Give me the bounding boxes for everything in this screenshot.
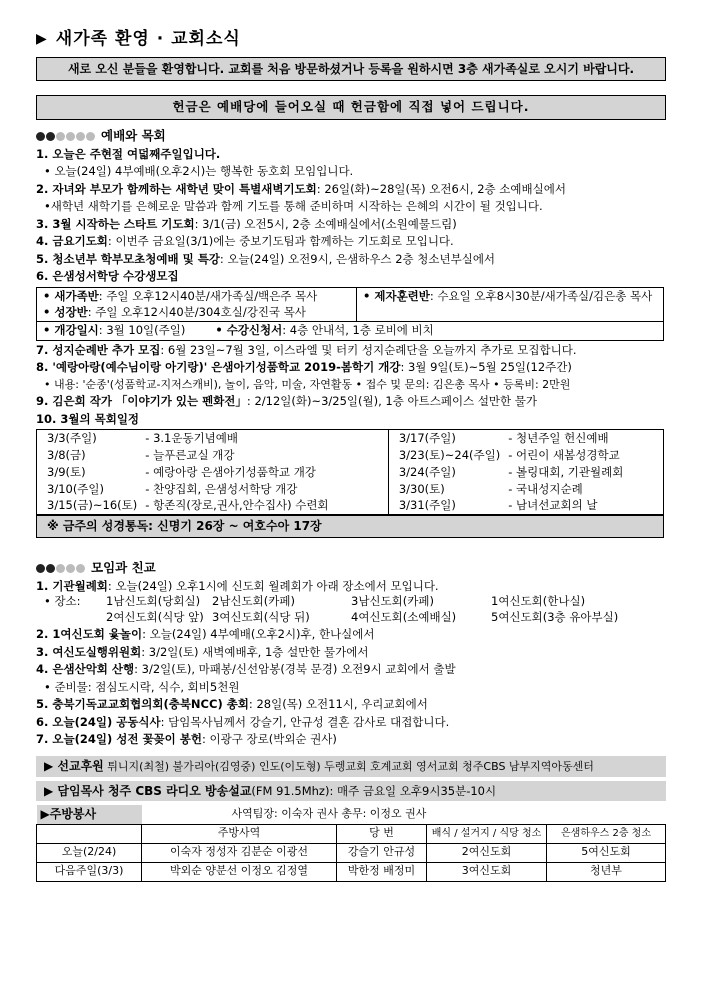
notice-10: 10. 3월의 목회일정 [36, 411, 140, 426]
worship-heading: 예배와 목회 [36, 128, 666, 145]
notice-6: 6. 은샘성서학당 수강생모집 [36, 269, 179, 284]
radio-bar: ▶ 담임목사 청주 CBS 라디오 방송설교(FM 91.5Mhz): 매주 금요일 오후9시35분-10시 [36, 781, 666, 802]
schedule-row: 3/10(주일) - 찬양집회, 은샘성서학당 개강 3/30(토) - 국내성지순례 [37, 481, 664, 498]
meeting-heading: 모임과 친교 [36, 560, 666, 577]
bulletin-page [36, 28, 666, 882]
page-title: ▶ 새가족 환영 · 교회소식 [36, 29, 241, 49]
meeting-6: 6. 오늘(24일) 공동식사: 담임목사님께서 강슬기, 안규성 결혼 감사로 대접합니다. [36, 714, 450, 729]
dots-icon [36, 564, 85, 573]
march-schedule-table [36, 429, 664, 515]
dots-icon [36, 132, 95, 141]
schedule-row: 3/9(토) - 예랑아랑 은샘아기성품학교 개강 3/24(주일) - 볼링대회, 기관월례회 [37, 464, 664, 481]
notice-1: 1. 오늘은 주현절 여덟째주일입니다. [36, 146, 221, 161]
meeting-5: 5. 충북기독교교회협의회(충북NCC) 총회: 28일(목) 오전11시, 우리교회에서 [36, 697, 428, 712]
notice-3: 3. 3월 시작하는 스타트 기도회: 3/1(금) 오전5시, 2층 소예배실에서(소원예물드림) [36, 216, 457, 231]
table-row: 오늘(2/24) 이숙자 정성자 김분순 이광선 강슬기 안규성 2여신도회 5여신도회 [37, 843, 666, 862]
meeting-places: • 장소: 1남신도회(당회실) 2남신도회(카페) 3남신도회(카페) 1여신도회(한나실) 2여신도회(식당 앞) 3여신도회(식당 뒤) 4여신도회(소예배실) 5여신도회(3층 유아부실) [44, 594, 619, 624]
notice-2: 2. 자녀와 부모가 함께하는 새학년 맞이 특별새벽기도회: 26일(화)~28일(목) 오전6시, 2층 소예배실에서 [36, 181, 566, 196]
schedule-row: 3/3(주일) - 3.1운동기념예배 3/17(주일) - 청년주일 헌신예배 [37, 430, 664, 447]
table-row: 다음주일(3/3) 박외순 양분선 이정오 김정열 박한정 배정미 3여신도회 청년부 [37, 862, 666, 881]
notice-4: 4. 금요기도회: 이번주 금요일(3/1)에는 중보기도팀과 함께하는 기도회로 모입니다. [36, 234, 454, 249]
notice-8-detail: • 내용: '순종'(성품학교-지저스캐비), 놀이, 음악, 미술, 자연활동 • 접수 및 문의: 김은총 목사 • 등록비: 2만원 [44, 377, 571, 391]
notice-8: 8. '예랑아랑(예수님이랑 아기랑)' 은샘아기성품학교 2019-봄학기 개강: 3월 9일(토)~5월 25일(12주간) [36, 360, 572, 375]
mission-bar: ▶ 선교후원 튀니지(최철) 불가리아(김영중) 인도(이도형) 두렝교회 호계교회 영서교회 청주CBS 남부지역아동센터 [36, 756, 666, 777]
notice-9: 9. 김은희 작가 「이야기가 있는 펜화전」: 2/12일(화)~3/25일(월), 1층 아트스페이스 설만한 물가 [36, 394, 538, 409]
notice-7: 7. 성지순례반 추가 모집: 6월 23일~7월 3일, 이스라엘 및 터키 성지순례단을 오늘까지 추가로 모집합니다. [36, 342, 577, 357]
kitchen-service-table: ▶주방봉사 사역팀장: 이숙자 권사 총무: 이정오 권사 주방사역 당 번 배식 / 설거지 / 식당 청소 은샘하우스 2층 청소 오늘(2/24) 이숙자 정성자 김분순 이광선 강슬기 안규성 2여신도회 5여신도회 다음주일(3/3) 박외순 양분선 이정오 김정열 박한정 배정미 3여신도회 청년부 [36, 805, 666, 882]
play-arrow-icon: ▶ [36, 31, 48, 48]
notice-5: 5. 청소년부 학부모초청예배 및 특강: 오늘(24일) 오전9시, 은샘하우스 2층 청소년부실에서 [36, 251, 496, 266]
offering-banner: 헌금은 예배당에 들어오실 때 헌금함에 직접 넣어 드립니다. [36, 95, 666, 120]
meeting-1: 1. 기관월례회: 오늘(24일) 오후1시에 신도회 월례회가 아래 장소에서 모입니다. [36, 578, 439, 593]
meeting-4: 4. 은샘산악회 산행: 3/2일(토), 마패봉/신선암봉(경북 문경) 오전9시 교회에서 출발 [36, 662, 456, 677]
class-cell: • 새가족반: 주일 오후12시40분/새가족실/백은주 목사 • 성장반: 주일 오후12시40분/304호실/강진국 목사 [37, 288, 357, 322]
notice-2-detail: •새학년 새학기를 은혜로운 말씀과 함께 기도를 통해 준비하며 시작하는 은혜의 시간이 될 것입니다. [44, 199, 543, 214]
notice-1-detail: • 오늘(24일) 4부예배(오후2시)는 행복한 동호회 모임입니다. [44, 164, 354, 179]
class-table [36, 287, 664, 341]
table-header: 주방사역 당 번 배식 / 설거지 / 식당 청소 은샘하우스 2층 청소 [37, 824, 666, 843]
schedule-row: 3/15(금)~16(토) - 항존직(장로,권사,안수집사) 수련회 3/31(주일) - 남녀선교회의 날 [37, 498, 664, 515]
welcome-banner: 새로 오신 분들을 환영합니다. 교회를 처음 방문하셨거나 등록을 원하시면 3층 새가족실로 오시기 바랍니다. [36, 57, 666, 81]
class-cell: • 제자훈련반: 수요일 오후8시30분/새가족실/김은총 목사 [357, 288, 664, 322]
meeting-7: 7. 오늘(24일) 성전 꽃꽂이 봉헌: 이광구 장로(박외순 권사) [36, 732, 337, 747]
bible-reading: ※ 금주의 성경통독: 신명기 26장 ~ 여호수아 17장 [36, 515, 664, 537]
class-dates: • 개강일시: 3월 10일(주일) • 수강신청서: 4층 안내석, 1층 로비에 비치 [37, 322, 664, 341]
meeting-4-detail: • 준비물: 점심도시락, 식수, 회비5천원 [44, 679, 240, 694]
meeting-2: 2. 1여신도회 윷놀이: 오늘(24일) 4부예배(오후2시)후, 한나실에서 [36, 627, 375, 642]
schedule-row: 3/8(금) - 늘푸른교실 개강 3/23(토)~24(주일) - 어린이 새봄성경학교 [37, 447, 664, 464]
meeting-3: 3. 여신도실행위원회: 3/2일(토) 새벽예배후, 1층 설만한 물가에서 [36, 644, 369, 659]
